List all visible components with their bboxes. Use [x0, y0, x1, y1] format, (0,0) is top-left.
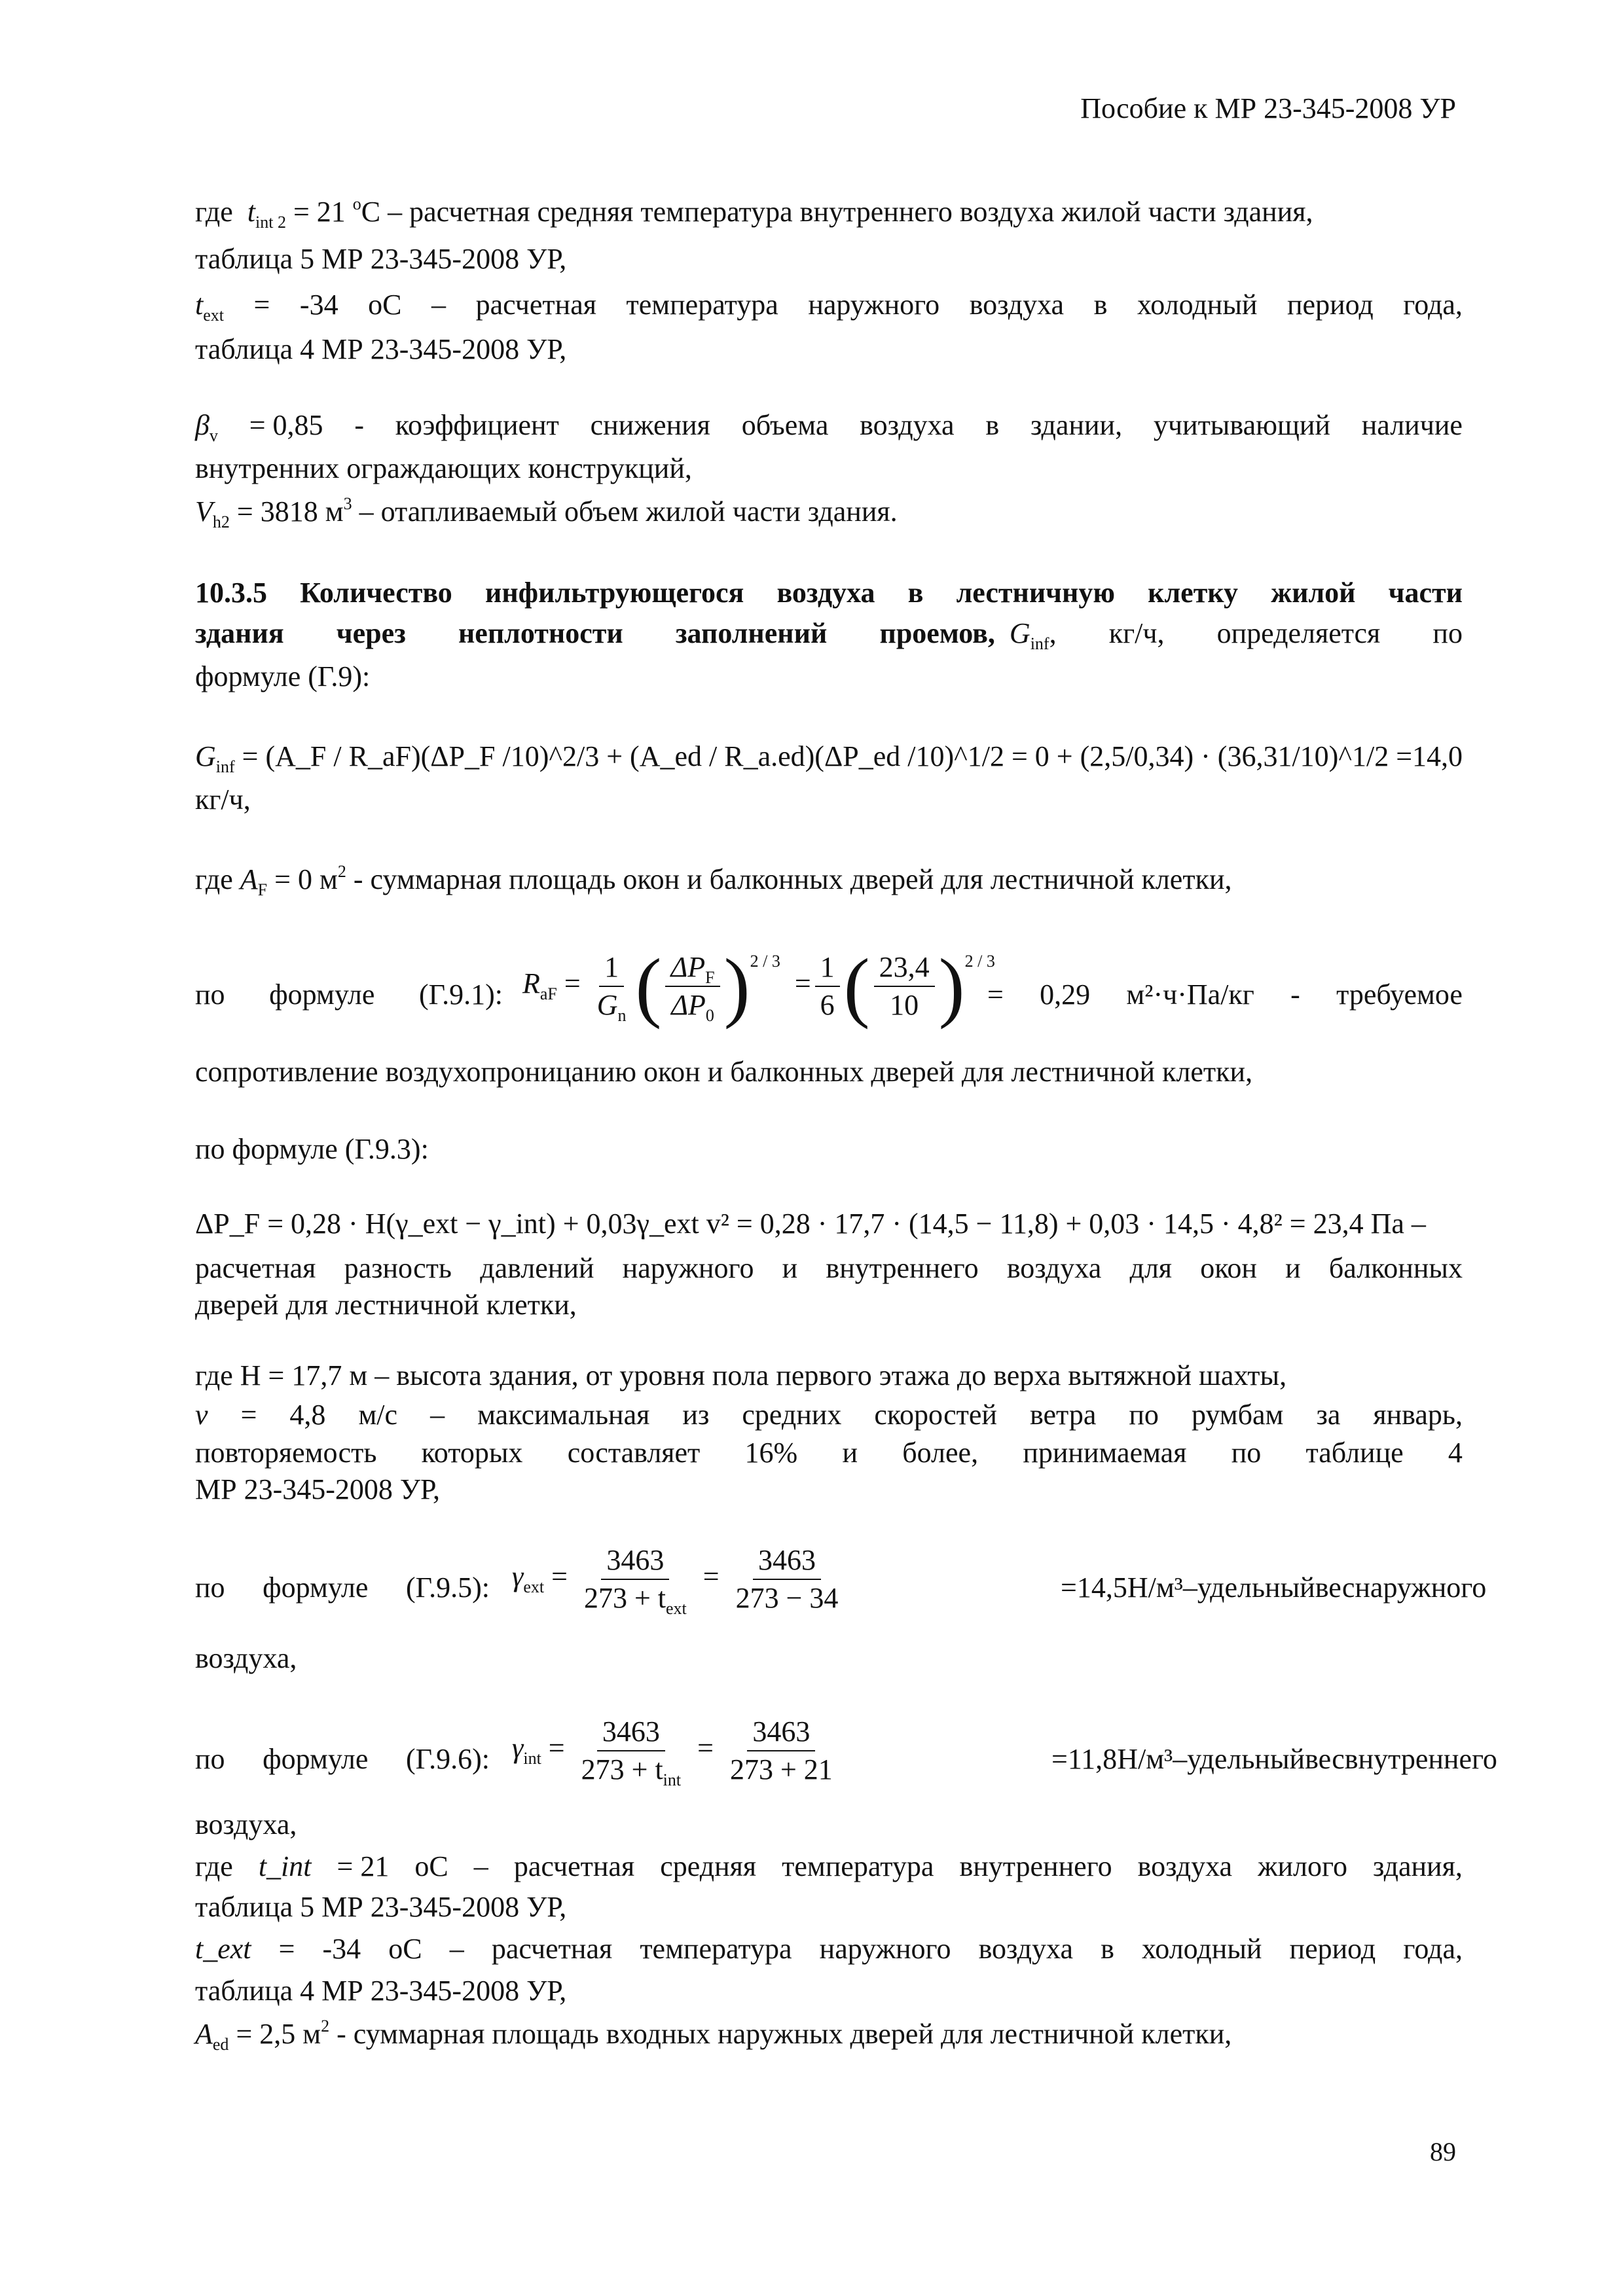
- paragraph-t-int2-cont: таблица 5 МР 23-345-2008 УР,: [195, 243, 567, 275]
- section-heading-line1: 10.3.5 Количество инфильтрующегося воздуха в лестничную клетку жилой части: [195, 577, 1463, 609]
- paragraph-h: где H = 17,7 м – высота здания, от уровня пола первого этажа до верха вытяжной шахты,: [195, 1359, 1287, 1391]
- formula-g9-unit: кг/ч,: [195, 783, 251, 816]
- formula-g96-cont: воздуха,: [195, 1808, 297, 1840]
- formula-g95: по формуле (Г.9.5): $\gamma_{ext}$ = $\frac{3463}{273 + t_{ext}}$ = $\frac{3463}{273 - 34}$ =14,5 Н/м³ – удельный вес наружного: [195, 1542, 1463, 1634]
- formula-g93-cont1: расчетная разность давлений наружного и внутреннего воздуха для окон и балконных: [195, 1252, 1463, 1284]
- section-heading-line3: формуле (Г.9):: [195, 660, 371, 692]
- paragraph-beta: $\beta_v$ = 0,85 - коэффициент снижения объема воздуха в здании, учитывающий наличие: [195, 409, 1463, 445]
- page-header: Пособие к МР 23-345-2008 УР: [1080, 92, 1456, 124]
- paragraph-t-int-cont: таблица 5 МР 23-345-2008 УР,: [195, 1891, 567, 1923]
- formula-g93-cont2: дверей для лестничной клетки,: [195, 1289, 577, 1321]
- formula-g9: $G_{inf}$ = (A_F / R_aF)(ΔP_F /10)^2/3 + (A_ed / R_a.ed)(ΔP_ed /10)^1/2 = 0 + (2,5/0,34) · (36,31/10)^1/2 = 14,0: [195, 740, 1463, 776]
- paragraph-t-ext: $t_{ext}$ = -34 oС – расчетная температура наружного воздуха в холодный период года,: [195, 289, 1463, 325]
- paragraph-t-ext2: t_ext = -34 oС – расчетная температура наружного воздуха в холодный период года,: [195, 1933, 1463, 1965]
- formula-g9-expression: = (A_F / R_aF)(ΔP_F /10)^2/3 + (A_ed / R_a.ed)(ΔP_ed /10)^1/2 = 0 + (2,5/0,34) · (36,31/10)^1/2 =: [242, 740, 1413, 772]
- paragraph-af: где $A_F = 0$ $м^2$ - суммарная площадь окон и балконных дверей для лестничной клетки,: [195, 862, 1232, 899]
- formula-g9-result: 14,0: [1412, 740, 1463, 772]
- paragraph-v-cont: повторяемость которых составляет 16% и более, принимаемая по таблице 4: [195, 1437, 1463, 1469]
- formula-g96-expression: $\gamma_{int}$ = $\frac{3463}{273 + t_{int}}$ = $\frac{3463}{273 + 21}$: [512, 1713, 842, 1788]
- formula-g93: ΔP_F = 0,28 · H(γ_ext − γ_int) + 0,03γ_ext v² = 0,28 · 17,7 · (14,5 − 11,8) + 0,03 · 14,5 · 4,8² = 23,4 Па –: [195, 1208, 1426, 1240]
- formula-g91: по формуле (Г.9.1): $R_{aF}$ = $\frac{1}{G_n}$ ( $\frac{\Delta P_F}{\Delta P_0}$ )$^{2 / 3}$ = $\frac{1}{6}$ ( $\frac{23,4}{10}$ )$^{2 / 3}$ = 0,29 м²·ч·Па/кг - требуемое: [195, 942, 1463, 1030]
- paragraph-t-int: где t_int = 21 oС – расчетная средняя температура внутреннего воздуха жилого здания,: [195, 1850, 1463, 1882]
- paragraph-g93: по формуле (Г.9.3):: [195, 1133, 429, 1165]
- paragraph-t-ext2-cont: таблица 4 МР 23-345-2008 УР,: [195, 1975, 567, 2007]
- formula-g96: по формуле (Г.9.6): $\gamma_{int}$ = $\frac{3463}{273 + t_{int}}$ = $\frac{3463}{273 + 21}$ =11,8 Н/м³ – удельный вес внутреннего: [195, 1713, 1463, 1805]
- paragraph-v-cont2: МР 23-345-2008 УР,: [195, 1473, 441, 1505]
- paragraph-v: v = 4,8 м/с – максимальная из средних скоростей ветра по румбам за январь,: [195, 1399, 1463, 1431]
- paragraph-t-ext-cont: таблица 4 МР 23-345-2008 УР,: [195, 333, 567, 365]
- formula-g91-expression: $R_{aF}$ = $\frac{1}{G_n}$ ( $\frac{\Delta P_F}{\Delta P_0}$ )$^{2 / 3}$ = $\frac{1}{6}$ ( $\frac{23,4}{10}$ )$^{2 / 3}$: [522, 942, 995, 1030]
- paragraph-beta-cont: внутренних ограждающих конструкций,: [195, 452, 692, 484]
- formula-g95-expression: $\gamma_{ext}$ = $\frac{3463}{273 + t_{ext}}$ = $\frac{3463}{273 - 34}$: [512, 1542, 847, 1617]
- section-heading-line2: здания через неплотности заполнений проемов, $G_{inf}$, кг/ч, определяется по: [195, 617, 1463, 653]
- paragraph-vh2: $V_{h2} = 3818$ $м^3$ – отапливаемый объем жилой части здания.: [195, 494, 898, 531]
- paragraph-t-int2: где $t_{int 2} = 21$ $^o$С – расчетная средняя температура внутреннего воздуха жилой части здания,: [195, 194, 1313, 232]
- formula-g91-cont: сопротивление воздухопроницанию окон и балконных дверей для лестничной клетки,: [195, 1056, 1253, 1088]
- formula-g95-cont: воздуха,: [195, 1642, 297, 1674]
- page-number: 89: [1430, 2137, 1456, 2166]
- paragraph-aed: $A_{ed} = 2,5$ $м^2$ - суммарная площадь входных наружных дверей для лестничной клетки,: [195, 2017, 1232, 2054]
